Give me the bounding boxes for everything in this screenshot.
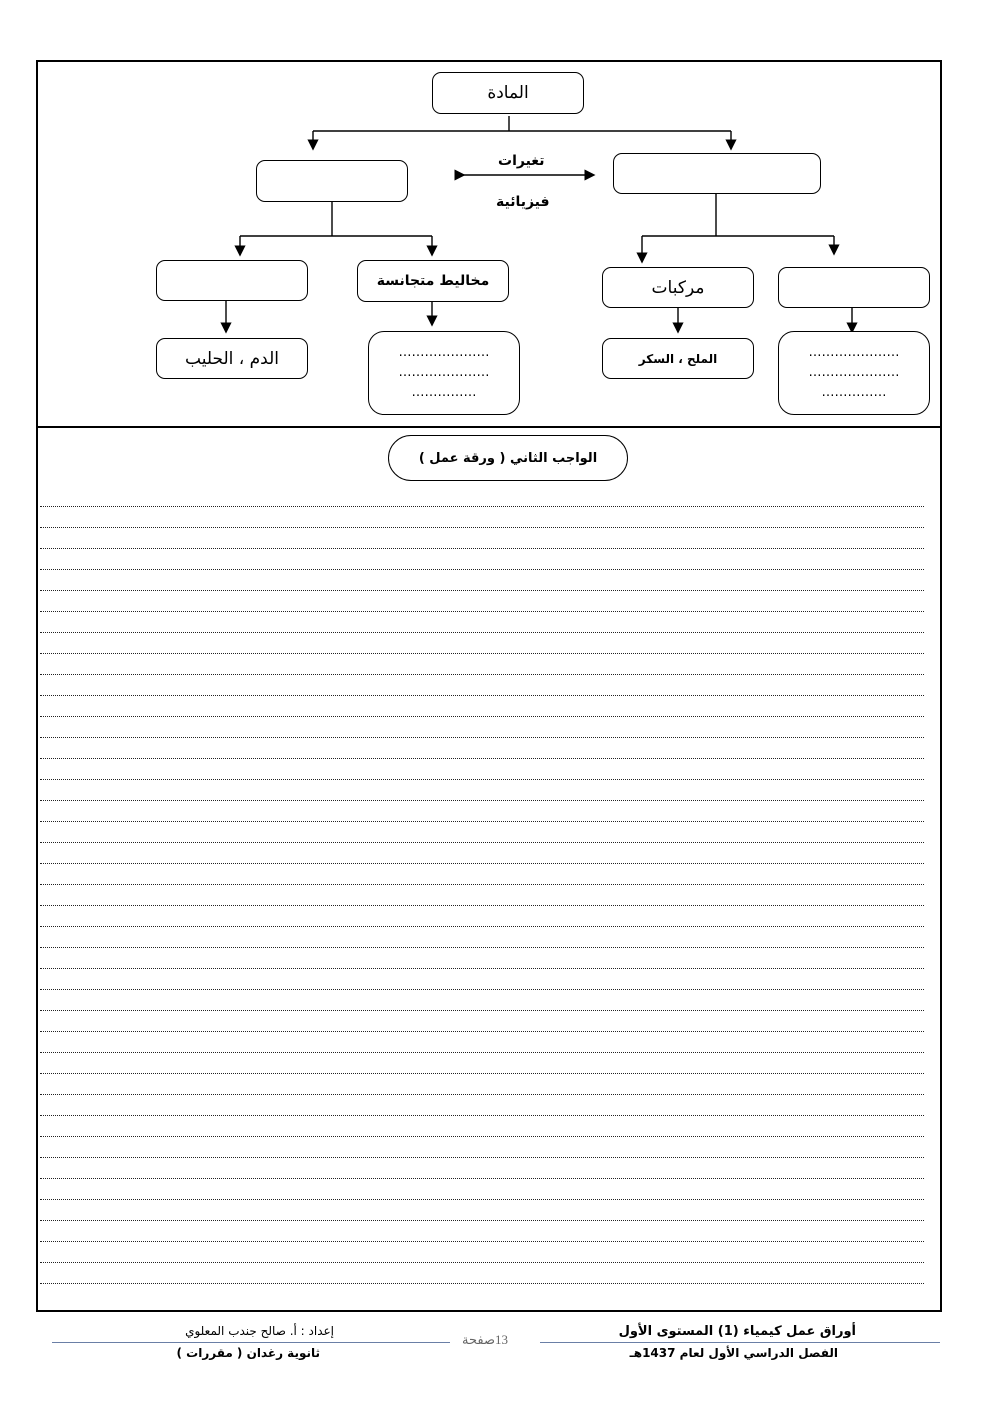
dots-line: …………… (411, 385, 477, 400)
blood-milk-label: الدم ، الحليب (185, 348, 279, 369)
root-box-matter (432, 72, 584, 114)
homework-title: الواجب الثاني ( ورقة عمل ) (418, 450, 598, 466)
answer-line[interactable] (40, 990, 924, 1011)
center-label-top: تغيرات (498, 153, 545, 169)
answer-line[interactable] (40, 843, 924, 864)
answer-line[interactable] (40, 486, 924, 507)
answer-line[interactable] (40, 885, 924, 906)
answer-line[interactable] (40, 969, 924, 990)
left-other-box[interactable] (156, 260, 308, 301)
dots-line: ………………… (808, 365, 900, 380)
answer-line[interactable] (40, 549, 924, 570)
answer-line[interactable] (40, 927, 924, 948)
answer-line[interactable] (40, 1116, 924, 1137)
answer-line[interactable] (40, 1074, 924, 1095)
answer-line[interactable] (40, 1011, 924, 1032)
left-branch-box[interactable] (256, 160, 408, 202)
answer-line[interactable] (40, 864, 924, 885)
salt-sugar-label: الملح ، السكر (638, 351, 718, 366)
footer-term: الفصل الدراسي الأول لعام 1437هـ (629, 1346, 838, 1360)
dots-line: ………………… (808, 345, 900, 360)
answer-line[interactable] (40, 654, 924, 675)
footer-author: إعداد : أ. صالح جندب المعلوي (185, 1324, 334, 1338)
answer-line[interactable] (40, 738, 924, 759)
root-label: المادة (487, 83, 529, 103)
dots-line: ………………… (398, 345, 490, 360)
page-number: 13صفحة (462, 1332, 508, 1347)
answer-line[interactable] (40, 1053, 924, 1074)
homogeneous-mixtures-box (357, 260, 509, 302)
answer-line[interactable] (40, 1200, 924, 1221)
answer-line[interactable] (40, 759, 924, 780)
right-branch-box[interactable] (613, 153, 821, 194)
answer-line[interactable] (40, 1221, 924, 1242)
footer-rule-left (52, 1342, 450, 1343)
answer-line[interactable] (40, 675, 924, 696)
dots-line: …………… (821, 385, 887, 400)
answer-line[interactable] (40, 612, 924, 633)
answer-line[interactable] (40, 801, 924, 822)
right-example-box[interactable] (778, 331, 930, 415)
blood-milk-box (156, 338, 308, 379)
footer-course-title: أوراق عمل كيمياء (1) المستوى الأول (618, 1324, 856, 1339)
answer-line[interactable] (40, 1095, 924, 1116)
right-other-box[interactable] (778, 267, 930, 308)
answer-line[interactable] (40, 507, 924, 528)
answer-line[interactable] (40, 717, 924, 738)
answer-line[interactable] (40, 696, 924, 717)
answer-line[interactable] (40, 906, 924, 927)
compounds-box (602, 267, 754, 308)
compounds-label: مركبات (651, 277, 705, 298)
answer-line[interactable] (40, 633, 924, 654)
homework-title-pill (388, 435, 628, 481)
dots-line: ………………… (398, 365, 490, 380)
homogeneous-example-box[interactable] (368, 331, 520, 415)
answer-line[interactable] (40, 1158, 924, 1179)
answer-line[interactable] (40, 570, 924, 591)
salt-sugar-box (602, 338, 754, 379)
answer-line[interactable] (40, 1263, 924, 1284)
answer-line[interactable] (40, 528, 924, 549)
answer-line[interactable] (40, 1179, 924, 1200)
center-label-bottom: فيزيائية (496, 194, 550, 210)
footer-school: ثانوية رغدان ( مقررات ) (176, 1346, 320, 1360)
answer-line[interactable] (40, 591, 924, 612)
homogeneous-mixtures-label: مخاليط متجانسة (376, 273, 490, 289)
answer-line[interactable] (40, 1137, 924, 1158)
answer-line[interactable] (40, 822, 924, 843)
answer-line[interactable] (40, 1032, 924, 1053)
answer-line[interactable] (40, 948, 924, 969)
footer-rule-right (540, 1342, 940, 1343)
answer-line[interactable] (40, 1242, 924, 1263)
answer-lines[interactable] (40, 486, 924, 1284)
answer-line[interactable] (40, 780, 924, 801)
